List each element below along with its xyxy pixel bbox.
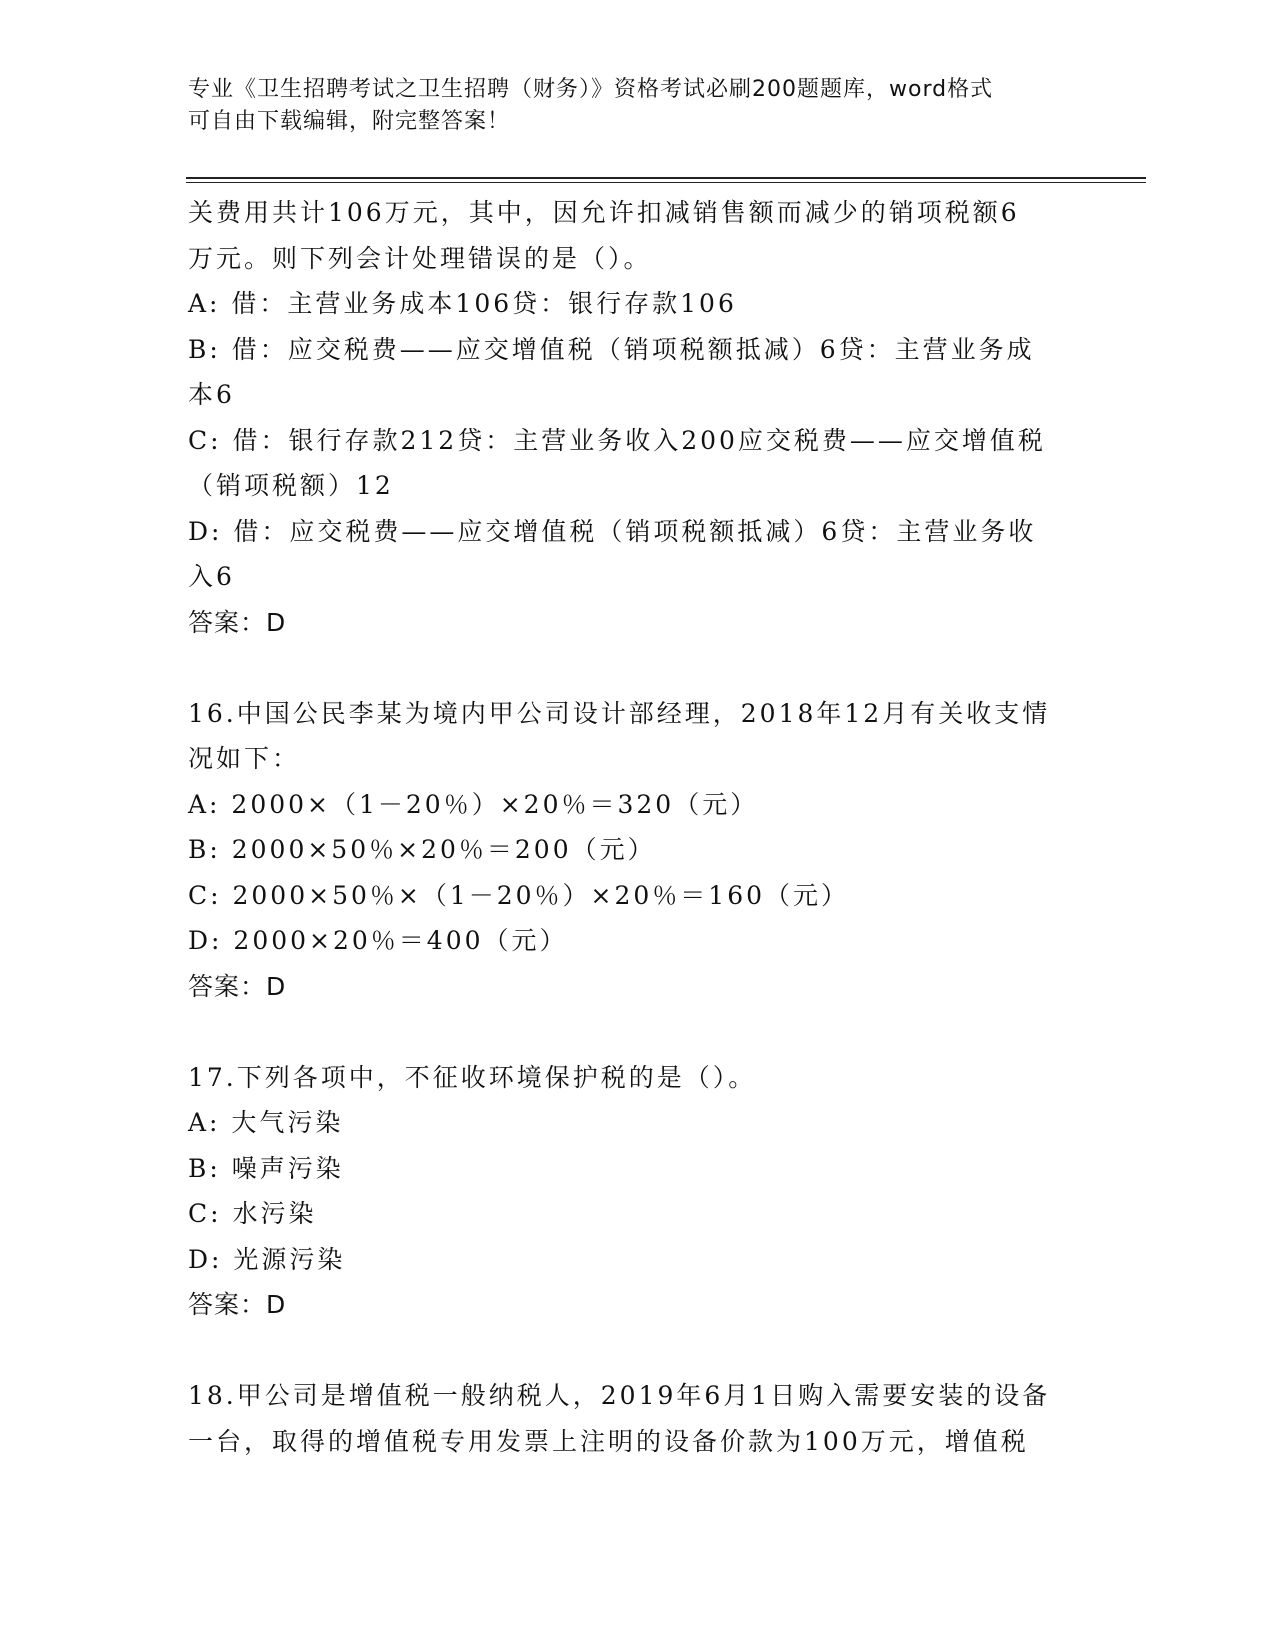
question-stem-line: 况如下： <box>188 744 301 773</box>
option-d: D: 2000×20％＝400（元） <box>188 926 568 955</box>
question-gap <box>188 1009 1088 1055</box>
question-stem-line: 17.下列各项中，不征收环境保护税的是（）。 <box>188 1062 757 1092</box>
option-d: D: 光源污染 <box>188 1244 346 1274</box>
header-line-1: 专业《卫生招聘考试之卫生招聘（财务）》资格考试必刷200题题库，word格式 <box>188 77 994 102</box>
option-c: C: 2000×50％×（1－20％）×20％＝160（元） <box>188 880 850 910</box>
option-b: B: 噪声污染 <box>188 1153 344 1183</box>
option-d: D: 借：应交税费——应交增值税（销项税额抵减）6贷：主营业务收 <box>188 516 1037 546</box>
question-18 <box>188 1373 1088 1464</box>
question-gap <box>188 1328 1088 1374</box>
question-stem-line: 18.甲公司是增值税一般纳税人，2019年6月1日购入需要安装的设备 <box>188 1381 1051 1410</box>
option-b: B: 2000×50％×20％＝200（元） <box>188 835 656 864</box>
question-15 <box>188 190 1088 645</box>
option-b: B: 借：应交税费——应交增值税（销项税额抵减）6贷：主营业务成 <box>188 334 1035 364</box>
question-17 <box>188 1055 1088 1328</box>
answer-label: 答案：D <box>188 607 287 637</box>
document-header <box>188 74 1088 138</box>
header-line-2: 可自由下载编辑，附完整答案！ <box>188 109 511 134</box>
question-stem-line: 一台，取得的增值税专用发票上注明的设备价款为100万元，增值税 <box>188 1426 1029 1456</box>
question-stem-line: 万元。则下列会计处理错误的是（）。 <box>188 243 652 273</box>
header-divider-thick <box>186 177 1146 179</box>
option-b-continued: 本6 <box>188 380 235 409</box>
option-a: A: 借：主营业务成本106贷：银行存款106 <box>188 289 737 318</box>
option-c-continued: （销项税额）12 <box>188 471 394 500</box>
option-c: C: 水污染 <box>188 1199 317 1228</box>
question-stem-line: 关费用共计106万元，其中，因允许扣减销售额而减少的销项税额6 <box>188 198 1020 227</box>
option-d-continued: 入6 <box>188 562 235 591</box>
answer-label: 答案：D <box>188 971 287 1001</box>
question-16 <box>188 691 1088 1010</box>
header-divider-thin <box>186 182 1146 183</box>
option-a: A: 2000×（1－20％）×20％＝320（元） <box>188 789 759 819</box>
question-gap <box>188 645 1088 691</box>
question-stem-line: 16.中国公民李某为境内甲公司设计部经理，2018年12月有关收支情 <box>188 698 1051 728</box>
question-content <box>188 190 1088 1464</box>
option-c: C: 借：银行存款212贷：主营业务收入200应交税费——应交增值税 <box>188 425 1046 455</box>
option-a: A: 大气污染 <box>188 1108 344 1137</box>
answer-label: 答案：D <box>188 1290 287 1319</box>
